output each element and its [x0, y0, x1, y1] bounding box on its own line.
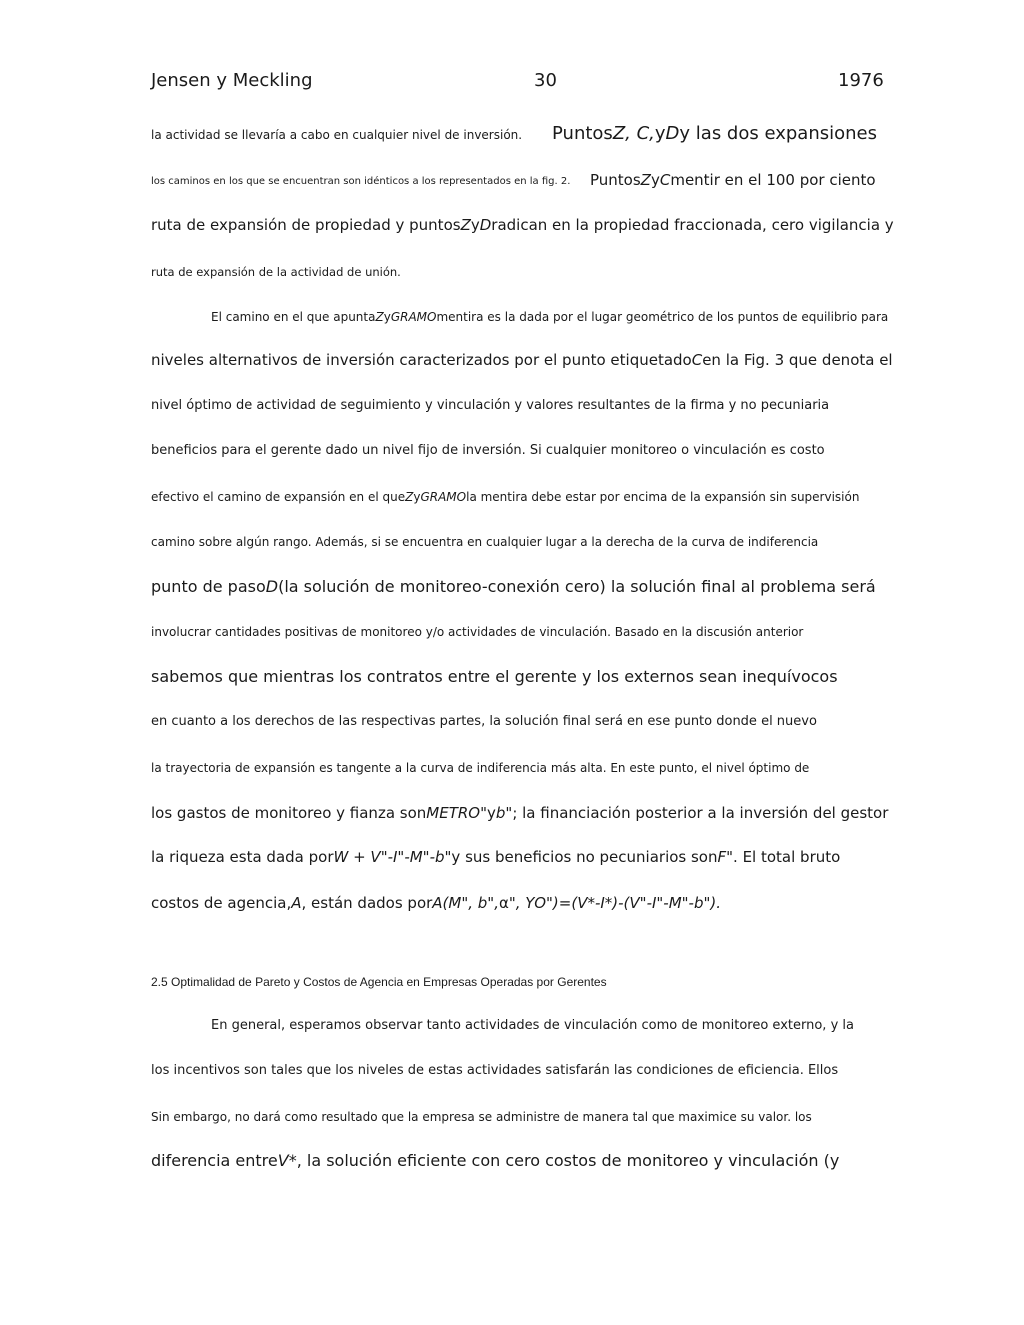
page-number: 30: [534, 70, 557, 91]
text-line: diferencia entreV*, la solución eficiente con cero costos de monitoreo y vinculación (y: [151, 1151, 840, 1170]
text-line: camino sobre algún rango. Además, si se encuentra en cualquier lugar a la derecha de la curva de indiferencia: [151, 535, 819, 549]
text-line: beneficios para el gerente dado un nivel fijo de inversión. Si cualquier monitoreo o vinculación es costo: [151, 443, 825, 458]
text-line: PuntosZyCmentir en el 100 por ciento: [590, 171, 876, 189]
text-line: los incentivos son tales que los niveles de estas actividades satisfarán las condiciones de eficiencia. Ellos: [151, 1063, 839, 1078]
text-line: Sin embargo, no dará como resultado que la empresa se administre de manera tal que maximice su valor. los: [151, 1110, 812, 1124]
text-line: El camino en el que apuntaZyGRAMOmentira es la dada por el lugar geométrico de los puntos de equilibrio para: [211, 310, 889, 324]
text-line: efectivo el camino de expansión en el queZyGRAMOla mentira debe estar por encima de la expansión sin supervisión: [151, 490, 860, 504]
text-line: nivel óptimo de actividad de seguimiento y vinculación y valores resultantes de la firma y no pecuniaria: [151, 398, 830, 413]
text-line: la trayectoria de expansión es tangente a la curva de indiferencia más alta. En este punto, el nivel óptimo de: [151, 761, 810, 775]
running-head-authors: Jensen y Meckling: [151, 70, 313, 91]
text-line: sabemos que mientras los contratos entre el gerente y los externos sean inequívocos: [151, 667, 838, 686]
section-heading: 2.5 Optimalidad de Pareto y Costos de Agencia en Empresas Operadas por Gerentes: [151, 975, 607, 989]
text-line: los gastos de monitoreo y fianza sonMETRO"yb"; la financiación posterior a la inversión del gestor: [151, 804, 889, 822]
text-line: punto de pasoD(la solución de monitoreo-conexión cero) la solución final al problema será: [151, 577, 876, 596]
text-line: la riqueza esta dada porW + V"-I"-M"-b"y sus beneficios no pecuniarios sonF". El total bruto: [151, 848, 841, 866]
text-line: PuntosZ, C,yDy las dos expansiones: [552, 123, 877, 144]
text-line: la actividad se llevaría a cabo en cualquier nivel de inversión.: [151, 128, 523, 142]
text-line: niveles alternativos de inversión caracterizados por el punto etiquetadoCen la Fig. 3 que denota el: [151, 351, 893, 369]
running-head-year: 1976: [838, 70, 884, 91]
text-line: costos de agencia,A, están dados porA(M", b",α", YO")=(V*-I*)-(V"-I"-M"-b").: [151, 894, 722, 912]
text-line: ruta de expansión de la actividad de unión.: [151, 265, 401, 279]
text-line: ruta de expansión de propiedad y puntosZyDradican en la propiedad fraccionada, cero vigilancia y: [151, 216, 894, 234]
text-line: En general, esperamos observar tanto actividades de vinculación como de monitoreo externo, y la: [211, 1018, 854, 1033]
text-line: en cuanto a los derechos de las respectivas partes, la solución final será en ese punto donde el nuevo: [151, 714, 817, 729]
text-line: involucrar cantidades positivas de monitoreo y/o actividades de vinculación. Basado en la discusión anterior: [151, 625, 804, 639]
text-line: los caminos en los que se encuentran son idénticos a los representados en la fig. 2.: [151, 176, 571, 187]
